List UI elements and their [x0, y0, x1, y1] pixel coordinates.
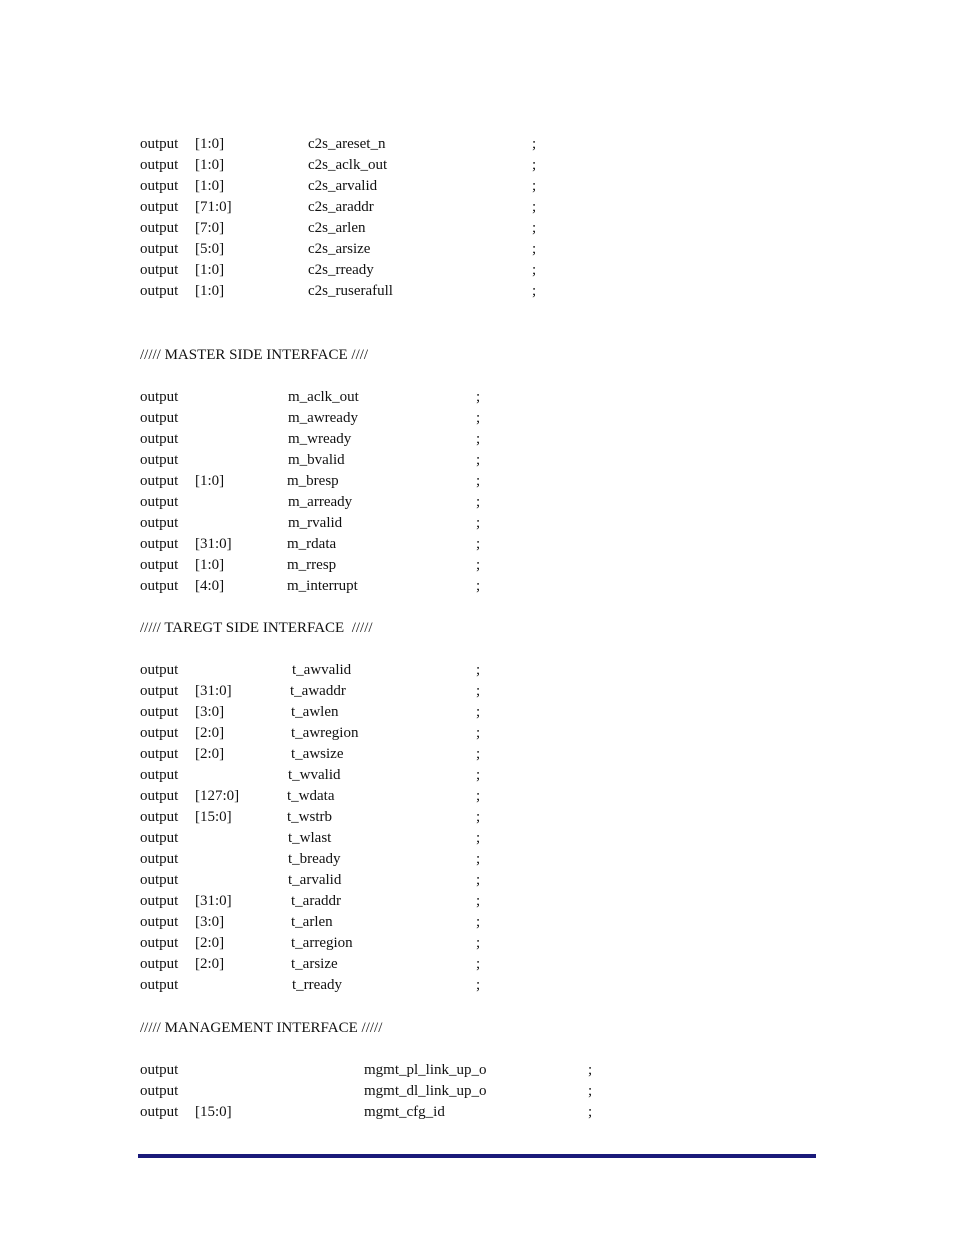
- bit-width: [127:0]: [195, 788, 240, 804]
- direction-keyword: output: [140, 809, 179, 825]
- statement-terminator: ;: [476, 578, 481, 594]
- direction-keyword: output: [140, 830, 179, 846]
- statement-terminator: ;: [588, 1083, 593, 1099]
- statement-terminator: ;: [476, 725, 481, 741]
- direction-keyword: output: [140, 283, 179, 299]
- statement-terminator: ;: [476, 662, 481, 678]
- direction-keyword: output: [140, 557, 179, 573]
- bit-width: [71:0]: [195, 199, 232, 215]
- direction-keyword: output: [140, 199, 179, 215]
- direction-keyword: output: [140, 578, 179, 594]
- bit-width: [1:0]: [195, 473, 225, 489]
- statement-terminator: ;: [476, 557, 481, 573]
- statement-terminator: ;: [476, 851, 481, 867]
- direction-keyword: output: [140, 452, 179, 468]
- direction-keyword: output: [140, 851, 179, 867]
- signal-name: c2s_arvalid: [308, 178, 378, 194]
- direction-keyword: output: [140, 767, 179, 783]
- direction-keyword: output: [140, 515, 179, 531]
- statement-terminator: ;: [476, 788, 481, 804]
- direction-keyword: output: [140, 872, 179, 888]
- statement-terminator: ;: [532, 136, 537, 152]
- signal-name: m_arready: [288, 494, 353, 510]
- statement-terminator: ;: [532, 199, 537, 215]
- signal-name: mgmt_pl_link_up_o: [364, 1062, 487, 1078]
- signal-name: t_wdata: [287, 788, 335, 804]
- section-comment-master: ///// MASTER SIDE INTERFACE ////: [140, 347, 369, 363]
- signal-name: t_awvalid: [292, 662, 352, 678]
- statement-terminator: ;: [476, 410, 481, 426]
- statement-terminator: ;: [476, 431, 481, 447]
- direction-keyword: output: [140, 1062, 179, 1078]
- signal-name: t_arsize: [291, 956, 338, 972]
- statement-terminator: ;: [476, 914, 481, 930]
- direction-keyword: output: [140, 536, 179, 552]
- direction-keyword: output: [140, 431, 179, 447]
- direction-keyword: output: [140, 725, 179, 741]
- section-comment-target: ///// TAREGT SIDE INTERFACE /////: [140, 620, 373, 636]
- signal-name: t_rready: [292, 977, 342, 993]
- statement-terminator: ;: [476, 977, 481, 993]
- direction-keyword: output: [140, 410, 179, 426]
- direction-keyword: output: [140, 157, 179, 173]
- statement-terminator: ;: [588, 1062, 593, 1078]
- statement-terminator: ;: [476, 536, 481, 552]
- signal-name: m_awready: [288, 410, 358, 426]
- signal-name: c2s_ruserafull: [308, 283, 393, 299]
- statement-terminator: ;: [476, 704, 481, 720]
- signal-name: c2s_arsize: [308, 241, 371, 257]
- signal-name: t_bready: [288, 851, 341, 867]
- bit-width: [15:0]: [195, 1104, 232, 1120]
- signal-name: m_rvalid: [288, 515, 343, 531]
- signal-name: mgmt_cfg_id: [364, 1104, 445, 1120]
- direction-keyword: output: [140, 746, 179, 762]
- statement-terminator: ;: [476, 746, 481, 762]
- section-comment-mgmt: ///// MANAGEMENT INTERFACE /////: [140, 1020, 383, 1036]
- statement-terminator: ;: [476, 809, 481, 825]
- direction-keyword: output: [140, 935, 179, 951]
- signal-name: m_rdata: [287, 536, 337, 552]
- direction-keyword: output: [140, 1104, 179, 1120]
- signal-name: t_arlen: [291, 914, 333, 930]
- signal-name: t_awaddr: [290, 683, 346, 699]
- bit-width: [1:0]: [195, 283, 225, 299]
- statement-terminator: ;: [476, 389, 481, 405]
- statement-terminator: ;: [532, 178, 537, 194]
- statement-terminator: ;: [476, 515, 481, 531]
- bit-width: [31:0]: [195, 893, 232, 909]
- signal-name: t_awsize: [291, 746, 344, 762]
- statement-terminator: ;: [532, 241, 537, 257]
- signal-name: c2s_araddr: [308, 199, 374, 215]
- bit-width: [7:0]: [195, 220, 225, 236]
- statement-terminator: ;: [588, 1104, 593, 1120]
- bit-width: [1:0]: [195, 136, 225, 152]
- direction-keyword: output: [140, 389, 179, 405]
- statement-terminator: ;: [532, 262, 537, 278]
- signal-name: m_rresp: [287, 557, 337, 573]
- direction-keyword: output: [140, 473, 179, 489]
- statement-terminator: ;: [532, 220, 537, 236]
- statement-terminator: ;: [476, 452, 481, 468]
- bit-width: [3:0]: [195, 914, 225, 930]
- statement-terminator: ;: [476, 830, 481, 846]
- statement-terminator: ;: [476, 473, 481, 489]
- signal-name: m_bresp: [287, 473, 339, 489]
- signal-name: c2s_arlen: [308, 220, 366, 236]
- signal-name: t_arregion: [291, 935, 353, 951]
- direction-keyword: output: [140, 683, 179, 699]
- signal-name: m_interrupt: [287, 578, 358, 594]
- statement-terminator: ;: [476, 683, 481, 699]
- bit-width: [2:0]: [195, 725, 225, 741]
- bit-width: [31:0]: [195, 683, 232, 699]
- signal-name: m_wready: [288, 431, 352, 447]
- bit-width: [5:0]: [195, 241, 225, 257]
- direction-keyword: output: [140, 662, 179, 678]
- direction-keyword: output: [140, 788, 179, 804]
- direction-keyword: output: [140, 262, 179, 278]
- signal-name: t_arvalid: [288, 872, 342, 888]
- signal-name: m_aclk_out: [288, 389, 359, 405]
- bit-width: [3:0]: [195, 704, 225, 720]
- bit-width: [1:0]: [195, 178, 225, 194]
- direction-keyword: output: [140, 914, 179, 930]
- signal-name: c2s_aclk_out: [308, 157, 388, 173]
- statement-terminator: ;: [476, 767, 481, 783]
- direction-keyword: output: [140, 241, 179, 257]
- direction-keyword: output: [140, 178, 179, 194]
- statement-terminator: ;: [476, 935, 481, 951]
- signal-name: c2s_rready: [308, 262, 374, 278]
- direction-keyword: output: [140, 704, 179, 720]
- statement-terminator: ;: [532, 283, 537, 299]
- signal-name: t_awlen: [291, 704, 339, 720]
- statement-terminator: ;: [476, 494, 481, 510]
- statement-terminator: ;: [476, 893, 481, 909]
- bit-width: [31:0]: [195, 536, 232, 552]
- signal-name: t_awregion: [291, 725, 359, 741]
- signal-name: c2s_areset_n: [308, 136, 386, 152]
- direction-keyword: output: [140, 136, 179, 152]
- signal-name: mgmt_dl_link_up_o: [364, 1083, 487, 1099]
- statement-terminator: ;: [476, 872, 481, 888]
- bit-width: [1:0]: [195, 557, 225, 573]
- bit-width: [2:0]: [195, 956, 225, 972]
- statement-terminator: ;: [476, 956, 481, 972]
- signal-name: t_wvalid: [288, 767, 341, 783]
- signal-name: m_bvalid: [288, 452, 345, 468]
- signal-name: t_araddr: [291, 893, 341, 909]
- direction-keyword: output: [140, 220, 179, 236]
- direction-keyword: output: [140, 1083, 179, 1099]
- bit-width: [1:0]: [195, 157, 225, 173]
- bit-width: [1:0]: [195, 262, 225, 278]
- direction-keyword: output: [140, 893, 179, 909]
- direction-keyword: output: [140, 494, 179, 510]
- statement-terminator: ;: [532, 157, 537, 173]
- bit-width: [4:0]: [195, 578, 225, 594]
- footer-rule: [138, 1154, 816, 1158]
- signal-name: t_wstrb: [287, 809, 332, 825]
- signal-name: t_wlast: [288, 830, 332, 846]
- direction-keyword: output: [140, 956, 179, 972]
- bit-width: [2:0]: [195, 746, 225, 762]
- bit-width: [2:0]: [195, 935, 225, 951]
- direction-keyword: output: [140, 977, 179, 993]
- bit-width: [15:0]: [195, 809, 232, 825]
